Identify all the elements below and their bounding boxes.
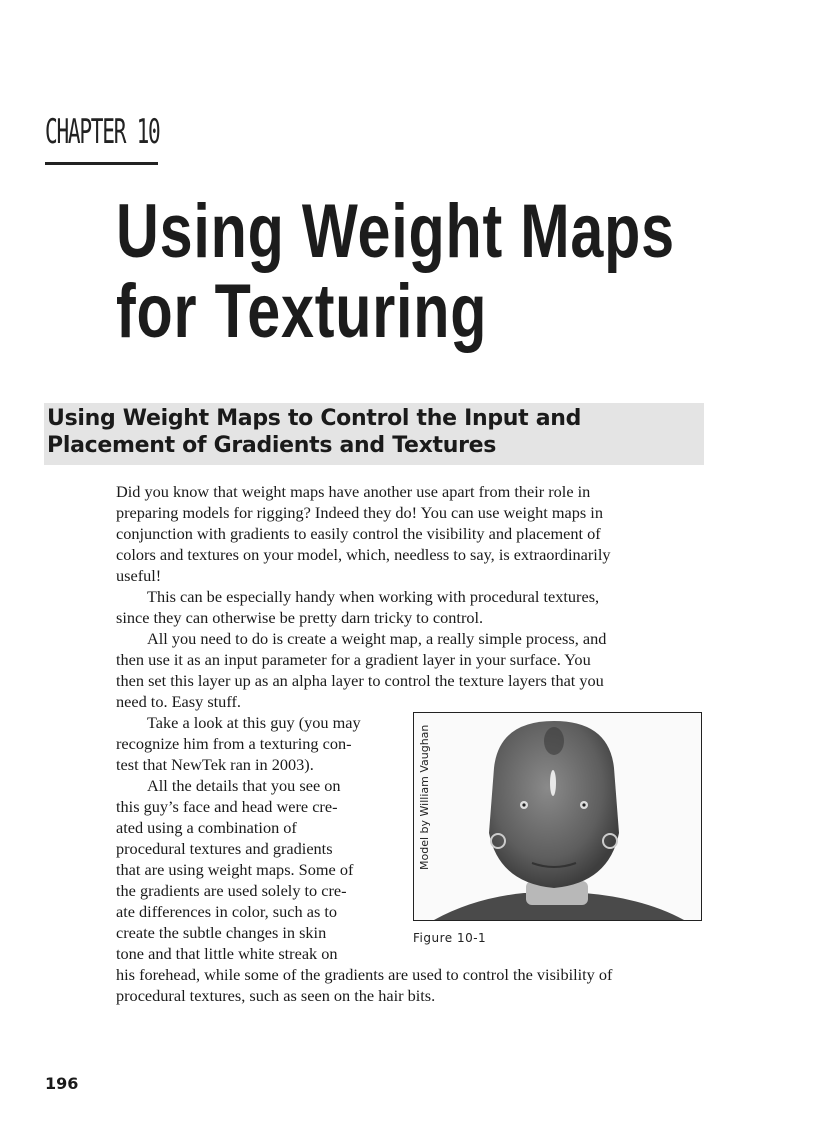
body-line: recognize him from a texturing con- (116, 734, 352, 753)
body-line: conjunction with gradients to easily control the visibility and placement of (116, 524, 601, 543)
body-line: then set this layer up as an alpha layer to control the texture layers that you (116, 671, 604, 690)
body-line: This can be especially handy when working with procedural textures, (147, 587, 600, 606)
chapter-label: CHAPTER 10 (45, 112, 160, 152)
chapter-rule (45, 162, 158, 165)
body-line: test that NewTek ran in 2003). (116, 755, 314, 774)
body-line: Did you know that weight maps have another use apart from their role in (116, 482, 591, 501)
body-line: tone and that little white streak on (116, 944, 338, 963)
section-heading-line: Placement of Gradients and Textures (47, 433, 497, 458)
chapter-title-line: for Texturing (116, 269, 488, 354)
character-head-illustration (414, 713, 701, 920)
body-line: his forehead, while some of the gradients are used to control the visibility of (116, 965, 613, 984)
section-heading (47, 405, 581, 459)
figure-caption: Figure 10-1 (413, 931, 487, 945)
body-line: need to. Easy stuff. (116, 692, 241, 711)
body-line: ate differences in color, such as to (116, 902, 338, 921)
body-line: Take a look at this guy (you may (147, 713, 361, 732)
body-line: ated using a combination of (116, 818, 297, 837)
body-line: this guy’s face and head were cre- (116, 797, 338, 816)
page-number: 196 (45, 1074, 79, 1093)
body-line: procedural textures and gradients (116, 839, 333, 858)
body-line: procedural textures, such as seen on the hair bits. (116, 986, 436, 1005)
body-line: create the subtle changes in skin (116, 923, 327, 942)
body-line: colors and textures on your model, which, needless to say, is extraordinarily (116, 545, 611, 564)
body-line: that are using weight maps. Some of (116, 860, 354, 879)
body-line: All you need to do is create a weight map, a really simple process, and (147, 629, 607, 648)
body-line: useful! (116, 566, 162, 585)
chapter-title-line: Using Weight Maps (116, 189, 675, 274)
figure-image (413, 712, 702, 921)
body-line: then use it as an input parameter for a gradient layer in your surface. You (116, 650, 591, 669)
section-heading-line: Using Weight Maps to Control the Input and (47, 406, 582, 431)
chapter-title (116, 189, 675, 354)
body-line: All the details that you see on (147, 776, 341, 795)
figure-credit: Model by William Vaughan (418, 724, 431, 870)
body-line: since they can otherwise be pretty darn tricky to control. (116, 608, 484, 627)
body-line: preparing models for rigging? Indeed they do! You can use weight maps in (116, 503, 603, 522)
body-line: the gradients are used solely to cre- (116, 881, 347, 900)
